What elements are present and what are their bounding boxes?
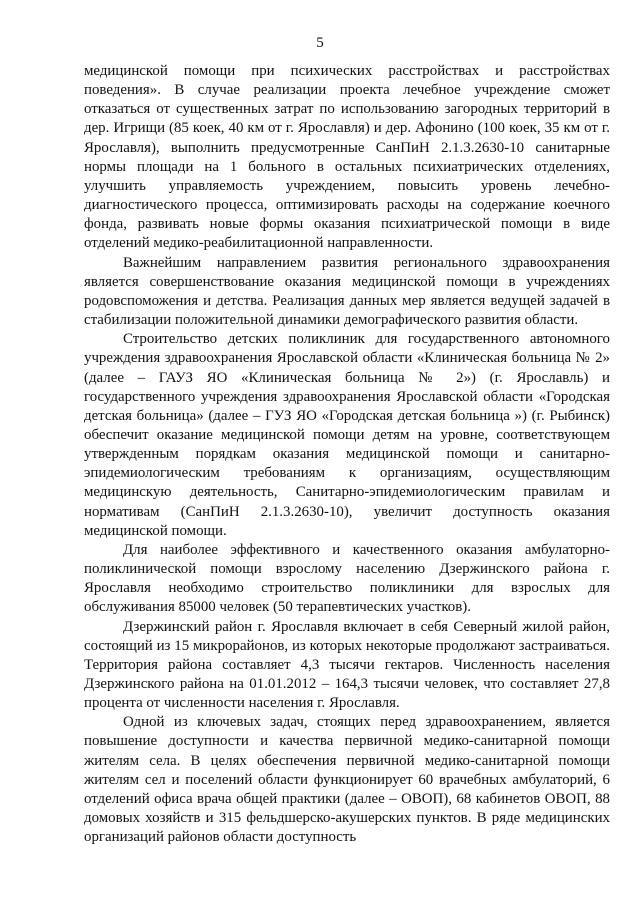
body-text (84, 62, 610, 847)
paragraph-maternity-childhood: Важнейшим направлением развития регионального здравоохранения является совершенствование оказания медицинской помощи в учреждениях родовспоможения и детства. Реализация данных мер является ведущей задачей в стабилизации положительной динамики демографического развития области. (84, 254, 610, 329)
paragraph-adult-polyclinic: Для наиболее эффективного и качественного оказания амбулаторно-поликлинической помощи взрослому населению Дзержинского района г. Ярославля необходимо строительство поликлиники для взрослых для обслуживания 85000 человек (50 терапевтических участков). (84, 541, 610, 616)
paragraph-rural-primary-care: Одной из ключевых задач, стоящих перед здравоохранением, является повышение доступности и качества первичной медико-санитарной помощи жителям села. В целях обеспечения первичной медико-санитарной помощи жителям сел и поселений области функционирует 60 врачебных амбулаторий, 6 отделений офиса врача общей практики (далее – ОВОП), 68 кабинетов ОВОП, 88 домовых хозяйств и 315 фельдшерско-акушерских пунктов. В ряде медицинских организаций районов области доступность (84, 714, 610, 846)
paragraph-dzerzhinsky-district: Дзержинский район г. Ярославля включает в себя Северный жилой район, состоящий из 15 микрорайонов, из которых некоторые продолжают застраиваться. Территория района составляет 4,3 тысячи гектаров. Численность населения Дзержинского района на 01.01.2012 – 164,3 тысячи человек, что составляет 27,8 процента от численности населения г. Ярославля. (84, 618, 610, 712)
paragraph-children-polyclinics: Строительство детских поликлиник для государственного автономного учреждения здравоохранения Ярославской области «Клиническая больница № 2» (далее – ГАУЗ ЯО «Клиническая больница № 2») (г. Ярославль) и государственного учреждения здравоохранения Ярославской области «Городская детская больница» (далее – ГУЗ ЯО «Городская детская больница ») (г. Рыбинск) обеспечит оказание медицинской помощи детям на уровне, соответствующем утвержденным порядкам оказания медицинской помощи и санитарно-эпидемиологическим требованиям к организациям, осуществляющим медицинскую деятельность, Санитарно-эпидемиологическим правилам и нормативам (СанПиН 2.1.3.2630-10), увеличит доступность оказания медицинской помощи. (84, 331, 610, 539)
page-number: 5 (316, 35, 324, 51)
paragraph-psychiatric-hospital: медицинской помощи при психических расстройствах и расстройствах поведения». В случае реализации проекта лечебное учреждение сможет отказаться от существенных затрат по использованию загородных территорий в дер. Игрищи (85 коек, 40 км от г. Ярославля) и дер. Афонино (100 коек, 35 км от г. Ярославля), выполнить предусмотренные СанПиН 2.1.3.2630-10 санитарные нормы площади на 1 больного в остальных психиатрических отделениях, улучшить управляемость учреждением, повысить уровень лечебно-диагностического процесса, оптимизировать расходы на содержание коечного фонда, развивать новые формы оказания психиатрической помощи в виде отделений медико-реабилитационной направленности. (84, 63, 610, 252)
